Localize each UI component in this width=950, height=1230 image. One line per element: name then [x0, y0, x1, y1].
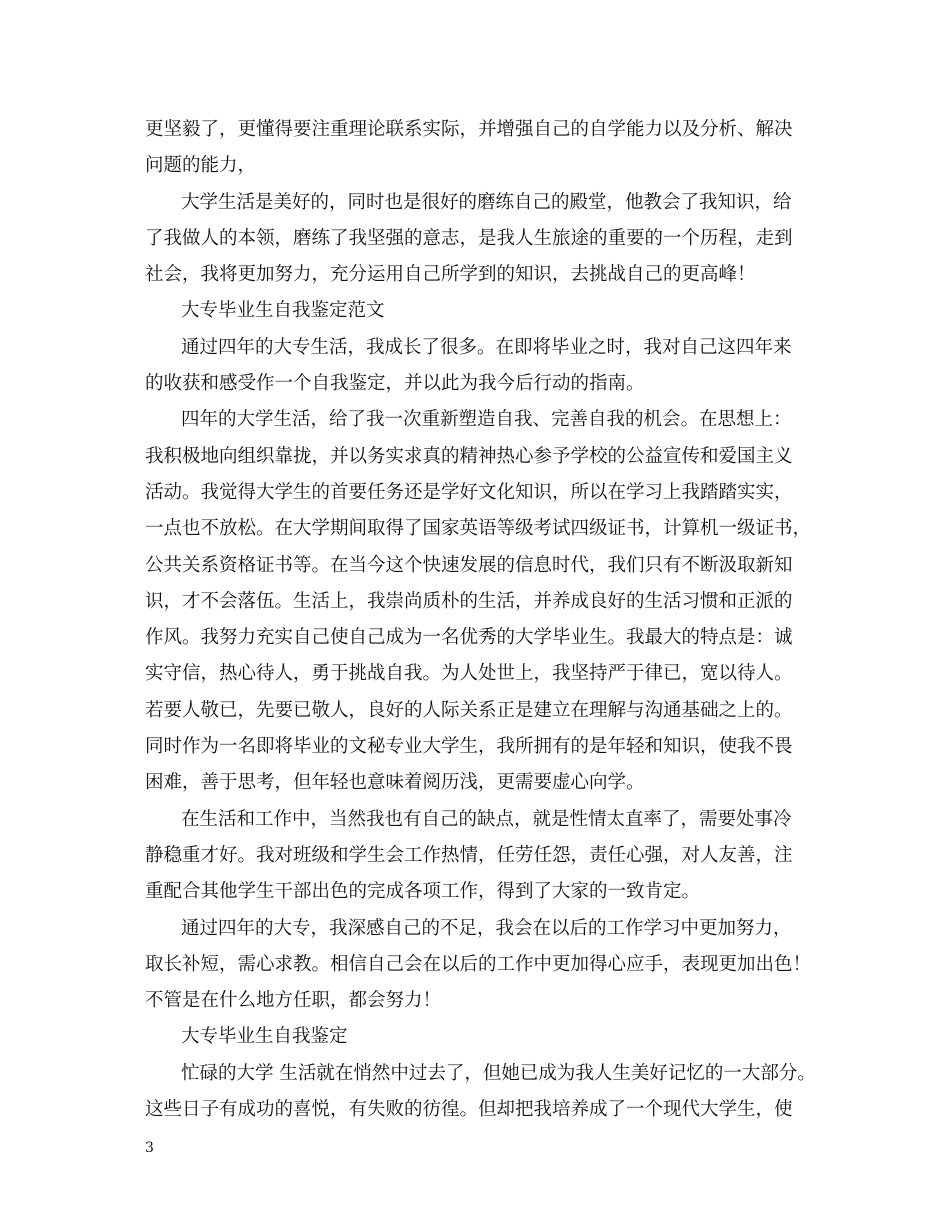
text-line: 不管是在什么地方任职，都会努力！ — [145, 990, 442, 1012]
text-line: 取长补短，需心求教。相信自己会在以后的工作中更加得心应手，表现更加出色！ — [145, 953, 812, 975]
text-line: 困难，善于思考，但年轻也意味着阅历浅，更需要虚心向学。 — [145, 772, 645, 794]
text-line: 我积极地向组织靠拢，并以务实求真的精神热心参予学校的公益宣传和爱国主义 — [145, 445, 793, 467]
text-line: 重配合其他学生干部出色的完成各项工作，得到了大家的一致肯定。 — [145, 881, 701, 903]
text-line: 作风。我努力充实自己使自己成为一名优秀的大学毕业生。我最大的特点是：诚 — [145, 627, 793, 649]
text-line: 静稳重才好。我对班级和学生会工作热情，任劳任怨，责任心强，对人友善，注 — [145, 844, 793, 866]
body-text — [145, 112, 816, 1128]
text-line: 的收获和感受作一个自我鉴定，并以此为我今后行动的指南。 — [145, 373, 645, 395]
paragraph-start-line: 大学生活是美好的，同时也是很好的磨练自己的殿堂，他教会了我知识，给 — [181, 191, 792, 213]
paragraph-start-line: 通过四年的大专，我深感自己的不足，我会在以后的工作学习中更加努力， — [181, 917, 792, 939]
text-line: 了我做人的本领，磨练了我坚强的意志，是我人生旅途的重要的一个历程，走到 — [145, 227, 793, 249]
page-number: 3 — [145, 1140, 154, 1156]
section-heading: 大专毕业生自我鉴定 — [181, 1026, 348, 1048]
text-line: 一点也不放松。在大学期间取得了国家英语等级考试四级证书，计算机一级证书， — [145, 518, 812, 540]
text-line: 实守信，热心待人，勇于挑战自我。为人处世上，我坚持严于律已，宽以待人。 — [145, 663, 793, 685]
section-heading: 大专毕业生自我鉴定范文 — [181, 300, 385, 322]
paragraph-start-line: 四年的大学生活，给了我一次重新塑造自我、完善自我的机会。在思想上： — [181, 409, 792, 431]
text-line: 同时作为一名即将毕业的文秘专业大学生，我所拥有的是年轻和知识，使我不畏 — [145, 736, 793, 758]
text-line: 公共关系资格证书等。在当今这个快速发展的信息时代，我们只有不断汲取新知 — [145, 554, 793, 576]
text-line: 更坚毅了，更懂得要注重理论联系实际，并增强自己的自学能力以及分析、解决 — [145, 119, 793, 140]
paragraph-start-line: 通过四年的大专生活，我成长了很多。在即将毕业之时，我对自己这四年来 — [181, 336, 792, 358]
paragraph-start-line: 忙碌的大学 生活就在悄然中过去了，但她已成为我人生美好记忆的一大部分。 — [181, 1062, 816, 1084]
paragraph-start-line: 在生活和工作中，当然我也有自己的缺点，就是性情太直率了，需要处事冷 — [181, 808, 792, 830]
text-line: 识，才不会落伍。生活上，我崇尚质朴的生活，并养成良好的生活习惯和正派的 — [145, 590, 793, 612]
text-line: 社会，我将更加努力，充分运用自己所学到的知识，去挑战自己的更高峰！ — [145, 264, 756, 286]
text-line: 若要人敬已，先要已敬人，良好的人际关系正是建立在理解与沟通基础之上的。 — [145, 699, 793, 721]
text-line: 这些日子有成功的喜悦，有失败的彷徨。但却把我培养成了一个现代大学生，使 — [145, 1099, 793, 1121]
text-line: 活动。我觉得大学生的首要任务还是学好文化知识，所以在学习上我踏踏实实， — [145, 481, 793, 503]
text-line: 问题的能力， — [145, 155, 257, 177]
